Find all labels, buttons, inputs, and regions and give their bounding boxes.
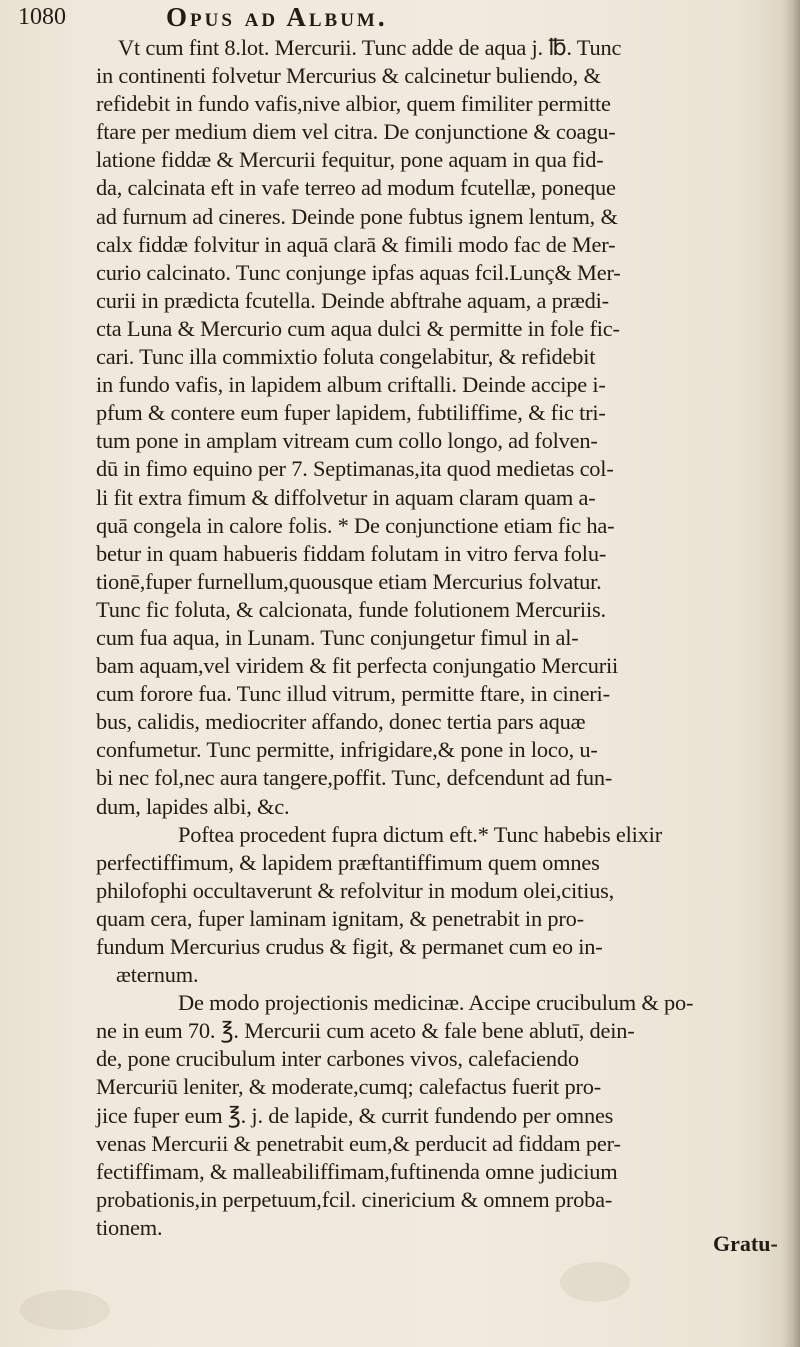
text-line-content: ftare per medium diem vel citra. De conjunctione & coagu-	[96, 119, 616, 145]
text-line-content: cum forore fua. Tunc illud vitrum, permitte ftare, in cineri-	[96, 681, 610, 707]
text-line-content: in continenti folvetur Mercurius & calcinetur buliendo, &	[96, 63, 601, 89]
text-line-content: curii in prædicta fcutella. Deinde abftrahe aquam, a prædi-	[96, 287, 609, 313]
text-line-content: cum fua aqua, in Lunam. Tunc conjungetur fimul in al-	[96, 624, 579, 650]
text-line	[96, 484, 768, 512]
page-edge-shadow	[782, 0, 800, 1347]
text-line-content: ne in eum 70. ℥. Mercurii cum aceto & fale bene ablutī, dein-	[96, 1018, 635, 1044]
text-line-content: tionē,fuper furnellum,quousque etiam Mercurius folvatur.	[96, 568, 602, 594]
text-line	[96, 1186, 768, 1214]
text-line	[96, 933, 768, 961]
text-line-content: fectiffimam, & malleabiliffimam,fuftinenda omne judicium	[96, 1158, 618, 1184]
text-line-content: Tunc fic foluta, & calcionata, funde folutionem Mercuriis.	[96, 596, 606, 622]
text-line-content: æternum.	[116, 962, 199, 988]
text-line-content: quam cera, fuper laminam ignitam, & penetrabit in pro-	[96, 905, 584, 931]
running-head	[18, 2, 778, 30]
text-line	[96, 793, 768, 821]
text-line-content: confumetur. Tunc permitte, infrigidare,& pone in loco, u-	[96, 737, 598, 763]
text-line-content: in fundo vafis, in lapidem album criftalli. Deinde accipe i-	[96, 372, 606, 398]
text-line	[96, 1158, 768, 1186]
text-line-content: betur in quam habueris fiddam folutam in vitro ferva folu-	[96, 540, 607, 566]
text-line	[96, 989, 768, 1017]
catchword: Gratu-	[713, 1231, 778, 1256]
text-line	[96, 118, 768, 146]
text-line-content: quā congela in calore folis. * De conjunctione etiam fic ha-	[96, 512, 615, 538]
text-line-content: De modo projectionis medicinæ. Accipe crucibulum & po-	[178, 990, 694, 1016]
text-line	[96, 1102, 768, 1130]
text-line-content: ad furnum ad cineres. Deinde pone fubtus ignem lentum, &	[96, 203, 618, 229]
text-line	[96, 877, 768, 905]
text-line-content: dum, lapides albi, &c.	[96, 793, 290, 819]
text-line-content: da, calcinata eft in vafe terreo ad modum fcutellæ, poneque	[96, 175, 616, 201]
text-line-content: tum pone in amplam vitream cum collo longo, ad folven-	[96, 428, 598, 454]
text-line-content: probationis,in perpetuum,fcil. cinericium & omnem proba-	[96, 1186, 613, 1212]
text-line-content: bus, calidis, mediocriter affando, donec tertia pars aquæ	[96, 709, 586, 735]
text-line-content: li fit extra fimum & diffolvetur in aquam claram quam a-	[96, 484, 596, 510]
paper-stain	[560, 1262, 630, 1302]
text-line	[96, 315, 768, 343]
text-line	[96, 34, 768, 62]
text-line	[96, 1017, 768, 1045]
text-line	[96, 371, 768, 399]
text-line	[96, 849, 768, 877]
text-line	[96, 512, 768, 540]
text-line	[96, 399, 768, 427]
text-line-content: tionem.	[96, 1214, 163, 1240]
text-line	[96, 961, 768, 989]
text-line	[96, 1214, 768, 1242]
text-line	[96, 62, 768, 90]
paper-stain	[20, 1290, 110, 1330]
text-line	[96, 568, 768, 596]
text-line	[96, 146, 768, 174]
text-line-content: pfum & contere eum fuper lapidem, fubtiliffime, & fic tri-	[96, 400, 606, 426]
text-line	[96, 259, 768, 287]
text-line	[96, 90, 768, 118]
text-line-content: philofophi occultaverunt & refolvitur in modum olei,citius,	[96, 877, 615, 903]
text-line	[96, 1073, 768, 1101]
text-line-content: bi nec fol,nec aura tangere,poffit. Tunc, defcendunt ad fun-	[96, 765, 613, 791]
text-line-content: fundum Mercurius crudus & figit, & permanet cum eo in-	[96, 934, 603, 959]
text-line-content: venas Mercurii & penetrabit eum,& perducit ad fiddam per-	[96, 1130, 621, 1156]
text-line-content: cari. Tunc illa commixtio foluta congelabitur, & refidebit	[96, 344, 596, 370]
text-line	[96, 1130, 768, 1158]
text-line-content: dū in fimo equino per 7. Septimanas,ita quod medietas col-	[96, 456, 614, 482]
text-line-content: refidebit in fundo vafis,nive albior, quem fimiliter permitte	[96, 91, 611, 117]
text-line-content: jice fuper eum ℥. j. de lapide, & currit fundendo per omnes	[96, 1102, 614, 1128]
text-line	[96, 652, 768, 680]
text-line-content: calx fiddæ folvitur in aquā clarā & fimili modo fac de Mer-	[96, 231, 616, 257]
text-line-content: Poftea procedent fupra dictum eft.* Tunc habebis elixir	[178, 821, 662, 847]
text-line	[96, 1045, 768, 1073]
text-line	[96, 427, 768, 455]
text-line	[96, 736, 768, 764]
text-line	[96, 821, 768, 849]
text-line-content: Mercuriū leniter, & moderate,cumq; calefactus fuerit pro-	[96, 1074, 601, 1100]
text-line	[96, 174, 768, 202]
text-line	[96, 455, 768, 483]
text-line	[96, 764, 768, 792]
text-line	[96, 624, 768, 652]
text-line-content: perfectiffimum, & lapidem præftantiffimum quem omnes	[96, 849, 600, 875]
text-line	[96, 905, 768, 933]
running-title: Opus ad Album.	[166, 2, 388, 32]
text-line	[96, 708, 768, 736]
text-line-content: cta Luna & Mercurio cum aqua dulci & permitte in fole fic-	[96, 315, 620, 341]
text-line	[96, 287, 768, 315]
body-text	[96, 34, 768, 1242]
text-line	[96, 203, 768, 231]
text-line	[96, 231, 768, 259]
text-line-content: bam aquam,vel viridem & fit perfecta conjungatio Mercurii	[96, 653, 619, 679]
text-line	[96, 680, 768, 708]
text-line-content: de, pone crucibulum inter carbones vivos, calefaciendo	[96, 1046, 579, 1072]
text-line-content: curio calcinato. Tunc conjunge ipfas aquas fcil.Lunç& Mer-	[96, 259, 621, 285]
text-line-content: Vt cum fint 8.lot. Mercurii. Tunc adde de aqua j. ℔. Tunc	[118, 35, 622, 60]
text-line	[96, 343, 768, 371]
text-line	[96, 540, 768, 568]
text-line	[96, 596, 768, 624]
text-line-content: latione fiddæ & Mercurii fequitur, pone aquam in qua fid-	[96, 147, 604, 173]
page-number: 1080	[18, 4, 66, 30]
